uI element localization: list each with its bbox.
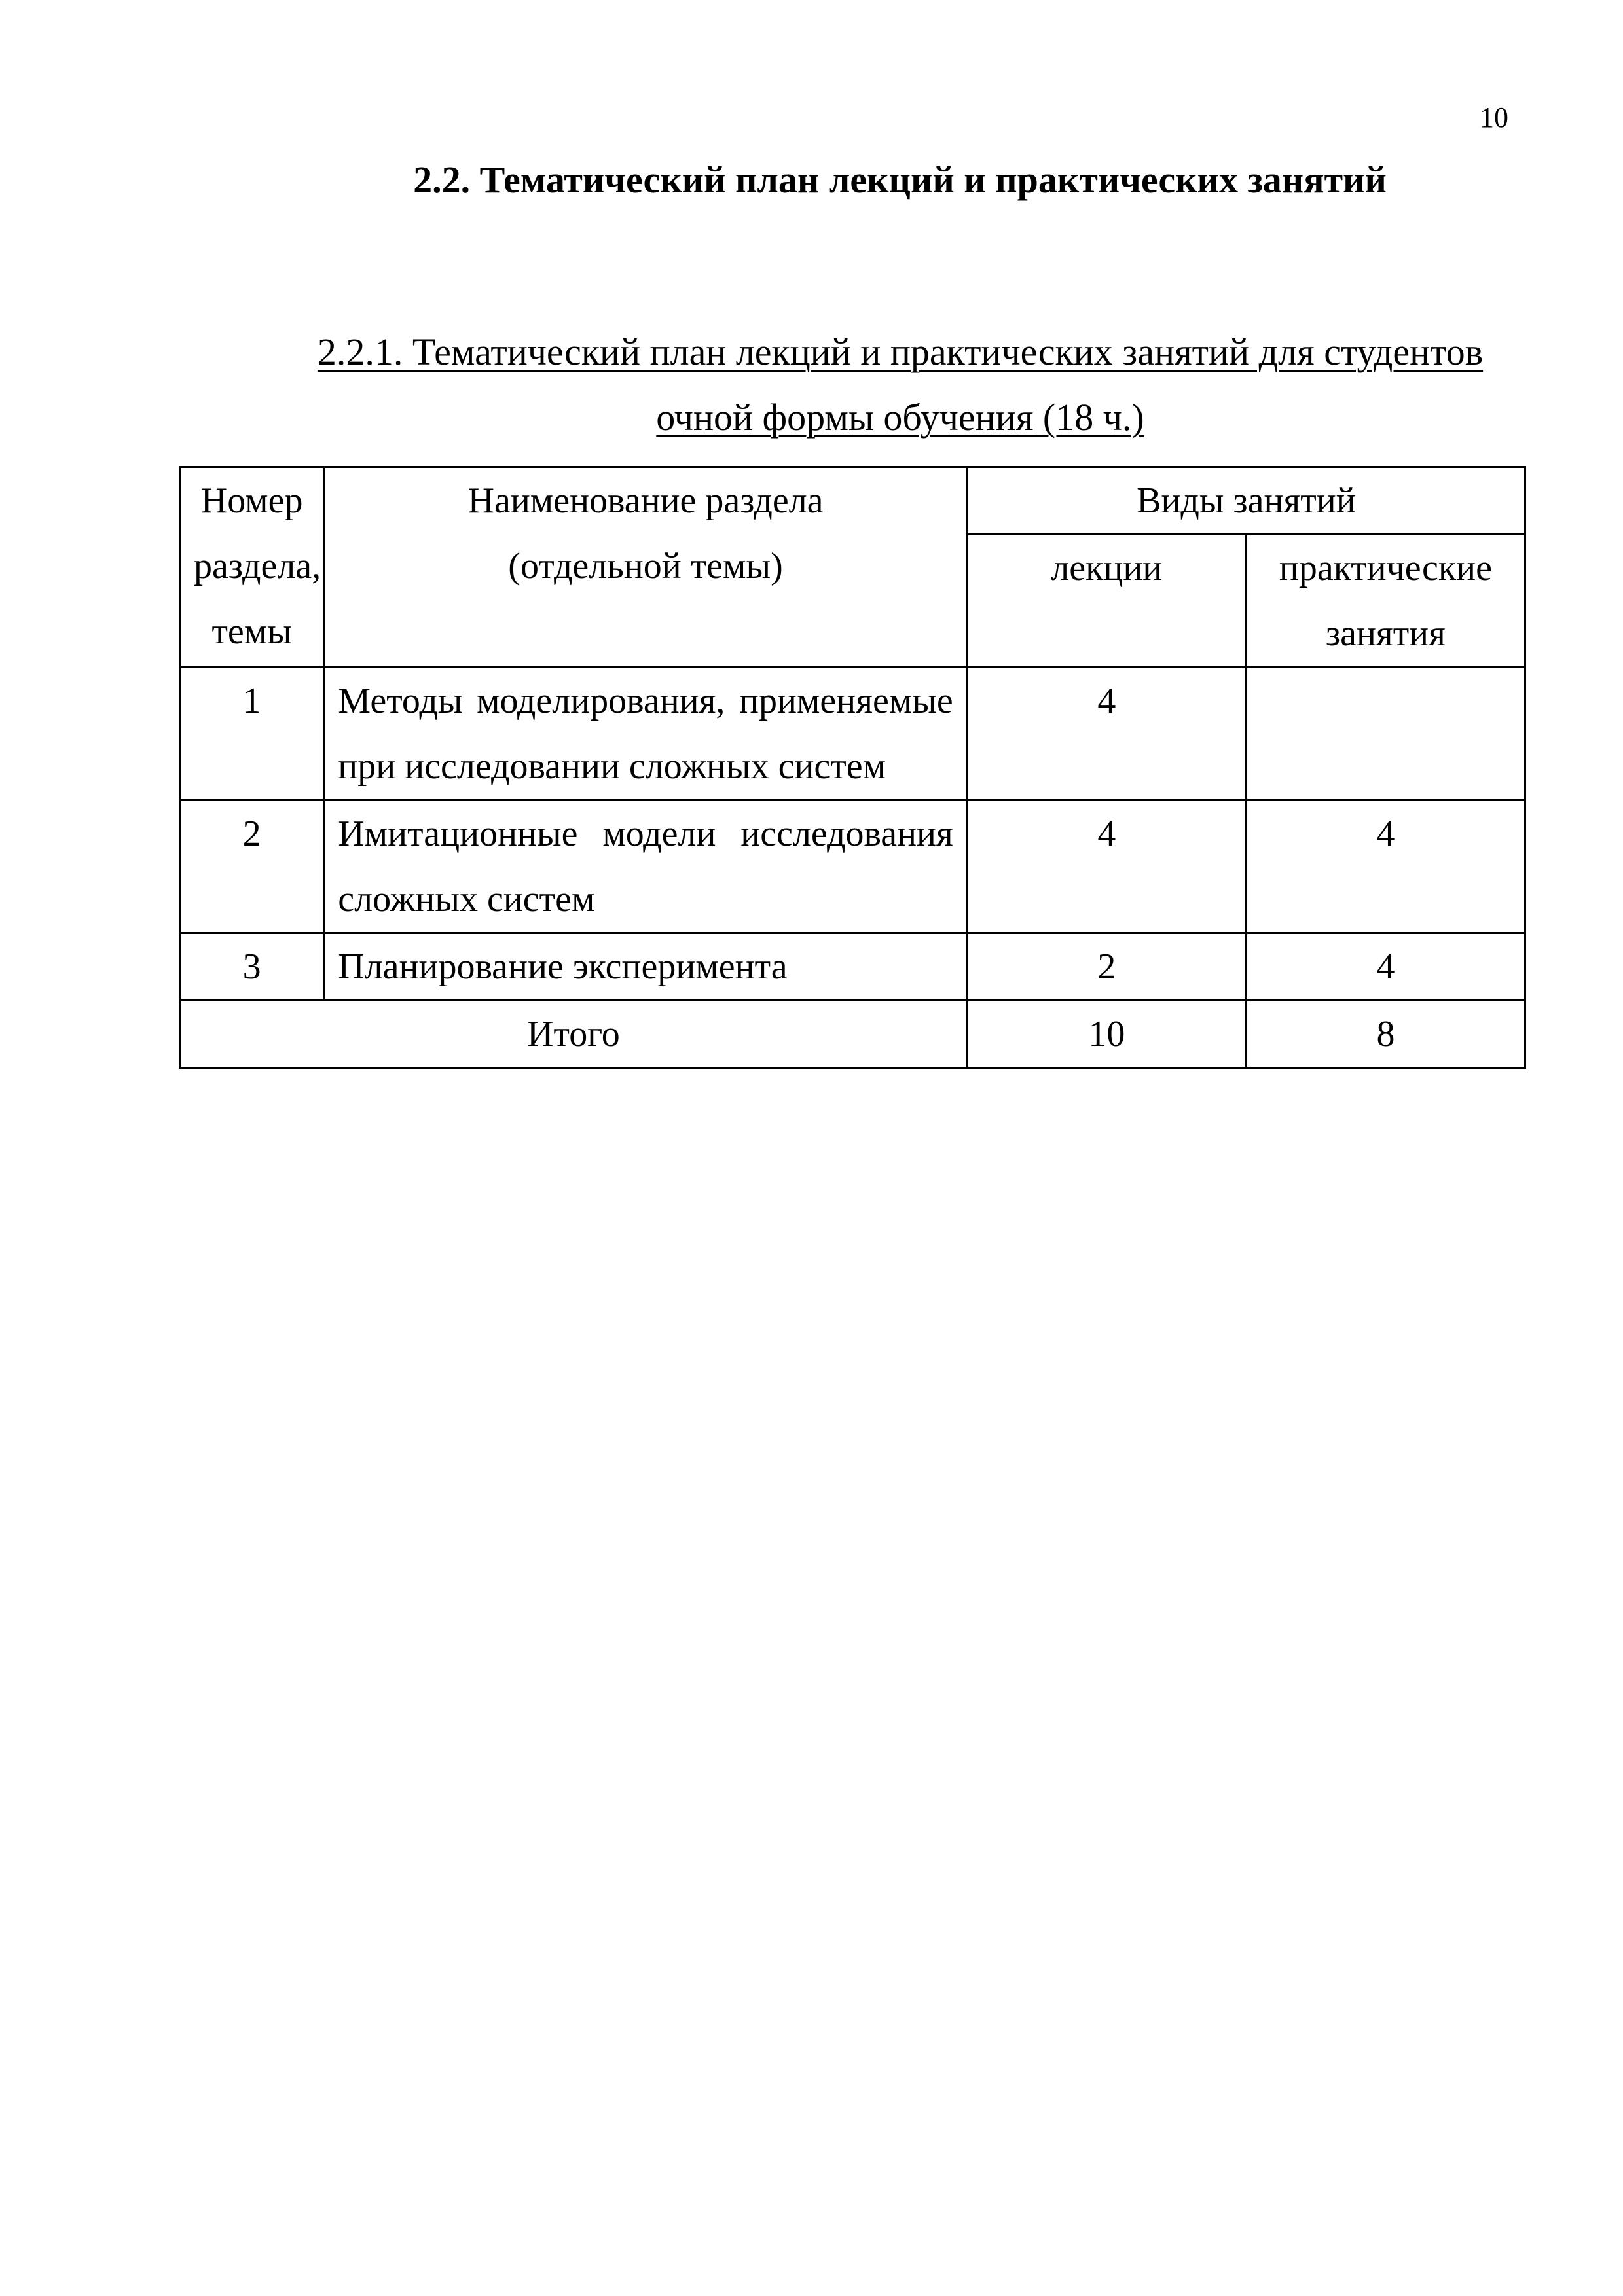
table-row — [180, 933, 1525, 1001]
row-number-cell: 1 — [180, 668, 324, 800]
total-lectures-cell: 10 — [967, 1001, 1246, 1068]
header-number-line: раздела, — [194, 546, 321, 586]
total-label-cell: Итого — [180, 1001, 968, 1068]
header-practice-line: занятия — [1325, 613, 1446, 654]
header-number-line: темы — [211, 611, 292, 652]
header-name-cell — [324, 467, 968, 668]
subsection-title-line-1: 2.2.1. Тематический план лекций и практических занятий для студентов — [317, 331, 1484, 373]
row-practice-cell: 4 — [1246, 933, 1525, 1001]
header-practice-cell — [1246, 535, 1525, 668]
header-number-line: Номер — [200, 480, 303, 521]
section-title: 2.2. Тематический план лекций и практических занятий — [413, 158, 1387, 201]
header-lectures-cell: лекции — [967, 535, 1246, 668]
table-row — [180, 668, 1525, 800]
total-practice-cell: 8 — [1246, 1001, 1525, 1068]
header-name-line: Наименование раздела — [467, 480, 824, 521]
thematic-plan-table — [179, 466, 1526, 1069]
subsection-title — [304, 319, 1496, 450]
row-number-cell: 3 — [180, 933, 324, 1001]
subsection-title-line-2: очной формы обучения (18 ч.) — [656, 396, 1144, 439]
row-practice-cell — [1246, 668, 1525, 800]
header-types-cell: Виды занятий — [967, 467, 1525, 535]
row-name-cell: Планирование эксперимента — [324, 933, 968, 1001]
header-name-line: (отдельной темы) — [508, 546, 783, 586]
header-practice-line: практические — [1279, 548, 1492, 588]
row-number-cell: 2 — [180, 800, 324, 933]
row-name-cell: Имитационные модели исследования сложных систем — [324, 800, 968, 933]
row-name-cell: Методы моделирования, применяемые при исследовании сложных систем — [324, 668, 968, 800]
row-practice-cell: 4 — [1246, 800, 1525, 933]
row-lectures-cell: 4 — [967, 800, 1246, 933]
row-lectures-cell: 2 — [967, 933, 1246, 1001]
table-header-row — [180, 467, 1525, 535]
table-total-row — [180, 1001, 1525, 1068]
page-number: 10 — [1480, 101, 1508, 134]
table-row — [180, 800, 1525, 933]
row-lectures-cell: 4 — [967, 668, 1246, 800]
header-number-cell — [180, 467, 324, 668]
